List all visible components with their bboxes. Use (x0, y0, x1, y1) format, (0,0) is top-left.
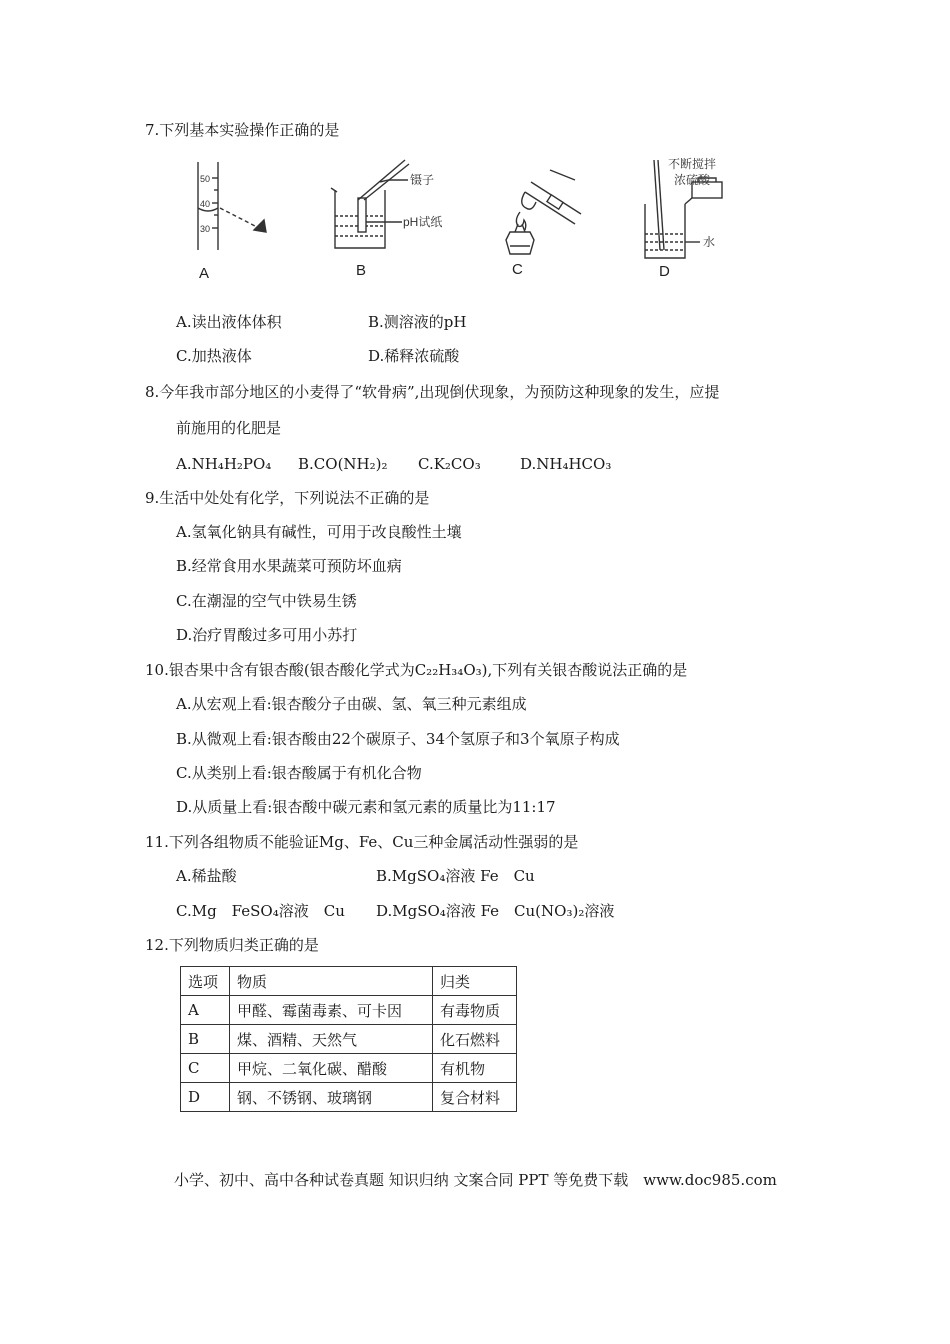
table-header-row (181, 967, 517, 996)
q12-table (180, 966, 517, 1112)
figure-a-letter: A (199, 265, 210, 282)
q9-option-d: D.治疗胃酸过多可用小苏打 (176, 626, 358, 644)
table-header-cell: 归类 (433, 967, 517, 996)
figure-c-letter: C (512, 261, 523, 278)
table-cell: C (181, 1054, 230, 1083)
q8-option-a: A.NH₄H₂PO₄ (176, 455, 272, 473)
table-row (181, 1025, 517, 1054)
q8-option-b: B.CO(NH₂)₂ (298, 455, 388, 473)
table-header-cell: 物质 (230, 967, 433, 996)
table-cell: 有毒物质 (433, 996, 517, 1025)
q9-stem: 9.生活中处处有化学，下列说法不正确的是 (145, 489, 430, 507)
tick-30: 30 (200, 224, 211, 234)
table-cell: 复合材料 (433, 1083, 517, 1112)
table-cell: 钢、不锈钢、玻璃钢 (230, 1083, 433, 1112)
q10-option-a: A.从宏观上看:银杏酸分子由碳、氢、氧三种元素组成 (176, 695, 527, 713)
q7-stem: 7.下列基本实验操作正确的是 (145, 121, 340, 139)
figure-d-letter: D (659, 263, 670, 280)
q7-figure (180, 150, 740, 285)
table-cell: 化石燃料 (433, 1025, 517, 1054)
table-row (181, 1054, 517, 1083)
q8-option-d: D.NH₄HCO₃ (520, 455, 612, 473)
table-cell: B (181, 1025, 230, 1054)
q7-option-b: B.测溶液的pH (368, 313, 467, 331)
q8-stem-continued: 前施用的化肥是 (176, 419, 282, 437)
label-conc-acid: 浓硫酸 (674, 173, 711, 187)
q7-option-d: D.稀释浓硫酸 (368, 347, 460, 365)
q7-option-c: C.加热液体 (176, 347, 252, 365)
table-row (181, 1083, 517, 1112)
q8-option-c: C.K₂CO₃ (418, 455, 481, 473)
table-row (181, 996, 517, 1025)
table-cell: 煤、酒精、天然气 (230, 1025, 433, 1054)
page-footer: 小学、初中、高中各种试卷真题 知识归纳 文案合同 PPT 等免费下载 www.doc985.com (174, 1171, 777, 1189)
label-stir: 不断搅拌 (668, 157, 717, 171)
q11-stem: 11.下列各组物质不能验证Mg、Fe、Cu三种金属活动性强弱的是 (145, 833, 579, 851)
q8-stem: 8.今年我市部分地区的小麦得了“软骨病”,出现倒伏现象，为预防这种现象的发生，应提 (145, 383, 720, 401)
tick-50: 50 (200, 174, 211, 184)
q10-option-d: D.从质量上看:银杏酸中碳元素和氢元素的质量比为11:17 (176, 798, 556, 816)
q10-option-c: C.从类别上看:银杏酸属于有机化合物 (176, 764, 422, 782)
table-cell: A (181, 996, 230, 1025)
q11-option-c: C.Mg FeSO₄溶液 Cu (176, 902, 345, 920)
q9-option-b: B.经常食用水果蔬菜可预防坏血病 (176, 557, 402, 575)
figure-b-beaker (331, 160, 409, 248)
table-cell: 有机物 (433, 1054, 517, 1083)
label-tweezers: 镊子 (410, 173, 435, 187)
table-cell: 甲烷、二氧化碳、醋酸 (230, 1054, 433, 1083)
q7-option-a: A.读出液体体积 (176, 313, 282, 331)
table-cell: 甲醛、霉菌毒素、可卡因 (230, 996, 433, 1025)
q11-option-d: D.MgSO₄溶液 Fe Cu(NO₃)₂溶液 (376, 902, 615, 920)
table-header-cell: 选项 (181, 967, 230, 996)
q9-option-a: A.氢氧化钠具有碱性，可用于改良酸性土壤 (176, 523, 462, 541)
q10-stem: 10.银杏果中含有银杏酸(银杏酸化学式为C₂₂H₃₄O₃),下列有关银杏酸说法正确的是 (145, 661, 688, 679)
q11-option-b: B.MgSO₄溶液 Fe Cu (376, 867, 535, 885)
label-water: 水 (703, 235, 716, 249)
table-cell: D (181, 1083, 230, 1112)
q10-option-b: B.从微观上看:银杏酸由22个碳原子、34个氢原子和3个氧原子构成 (176, 730, 620, 748)
q12-stem: 12.下列物质归类正确的是 (145, 936, 319, 954)
figure-c-heating (506, 170, 581, 254)
label-ph-paper: pH试纸 (403, 215, 443, 229)
q11-option-a: A.稀盐酸 (176, 867, 237, 885)
tick-40: 40 (200, 199, 211, 209)
figure-b-letter: B (356, 262, 367, 279)
q9-option-c: C.在潮湿的空气中铁易生锈 (176, 592, 357, 610)
